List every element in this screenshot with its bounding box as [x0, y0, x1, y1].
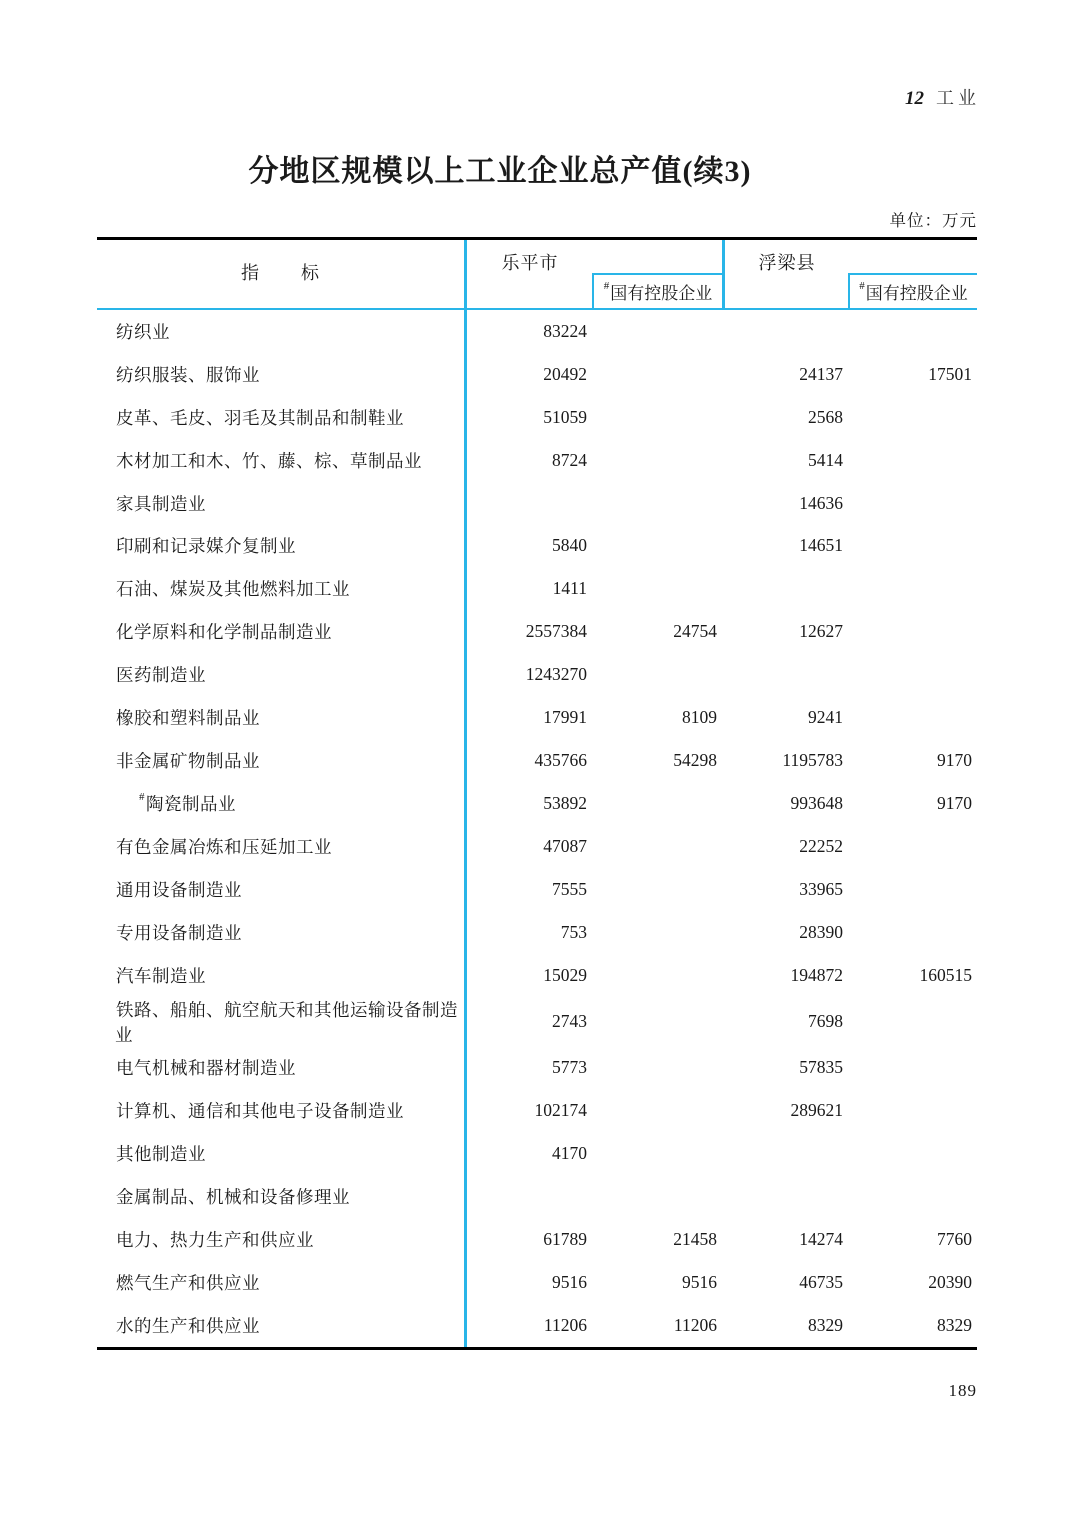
value-leping-state-owned — [592, 782, 722, 825]
value-fuliang-state-owned — [848, 396, 977, 439]
value-fuliang: 9241 — [808, 707, 843, 728]
table-row — [97, 1304, 977, 1347]
value-leping-state-owned: 11206 — [673, 1314, 717, 1335]
industry-name: 印刷和记录媒介复制业 — [116, 536, 296, 557]
value-leping-state-owned: 54298 — [673, 750, 717, 771]
value-fuliang: 33965 — [799, 878, 843, 899]
hash-mark: # — [603, 280, 610, 292]
table-row — [97, 1132, 977, 1175]
row-label — [97, 1089, 465, 1132]
row-label — [97, 525, 465, 568]
industry-name: 皮革、毛皮、羽毛及其制品和制鞋业 — [116, 407, 404, 428]
value-leping: 7555 — [552, 878, 587, 899]
chapter-number: 12 — [905, 88, 924, 109]
page-number: 189 — [948, 1381, 977, 1400]
table-row — [97, 954, 977, 997]
table-row — [97, 1089, 977, 1132]
value-leping: 1411 — [552, 578, 587, 599]
hash-mark: # — [139, 790, 145, 803]
value-leping: 17991 — [543, 707, 587, 728]
value-fuliang-state-owned: 8329 — [937, 1314, 972, 1335]
hash-mark: # — [859, 280, 865, 292]
value-leping: 2743 — [552, 1011, 587, 1031]
value-fuliang: 194872 — [790, 964, 843, 985]
industry-name: 纺织业 — [116, 321, 170, 342]
industry-name: 石油、煤炭及其他燃料加工业 — [116, 579, 350, 600]
column-divider-main — [464, 240, 467, 1347]
value-leping — [465, 482, 592, 525]
row-label — [97, 1132, 465, 1175]
unit-label: 单位：万元 — [889, 211, 977, 230]
row-label — [97, 1047, 465, 1090]
industry-name: 计算机、通信和其他电子设备制造业 — [116, 1101, 404, 1122]
table-row — [97, 439, 977, 482]
industry-name: 铁路、船舶、航空航天和其他运输设备制造业 — [115, 999, 458, 1045]
row-label — [97, 954, 465, 997]
value-leping-state-owned — [592, 911, 722, 954]
value-fuliang-state-owned — [848, 567, 977, 610]
table-body — [97, 310, 977, 1347]
value-fuliang: 993648 — [790, 792, 843, 813]
table-header — [97, 240, 977, 310]
value-fuliang-state-owned — [848, 1047, 977, 1090]
table-row — [97, 696, 977, 739]
header-fuliang-county: 浮梁县 — [758, 253, 816, 273]
value-leping-state-owned — [592, 1175, 722, 1218]
industry-name: 家具制造业 — [116, 493, 206, 514]
value-leping: 15029 — [543, 964, 587, 985]
header-leping-state-owned — [592, 273, 722, 308]
table-row — [97, 1175, 977, 1218]
value-fuliang-state-owned — [848, 696, 977, 739]
row-label — [97, 396, 465, 439]
value-fuliang — [722, 1175, 848, 1218]
row-label — [97, 868, 465, 911]
table-row — [97, 825, 977, 868]
industry-name: 金属制品、机械和设备修理业 — [116, 1187, 350, 1208]
value-leping: 5840 — [552, 535, 587, 556]
value-leping-state-owned: 21458 — [673, 1229, 717, 1250]
value-leping — [465, 1175, 592, 1218]
industry-name: 汽车制造业 — [116, 965, 206, 986]
industry-name: 有色金属冶炼和压延加工业 — [116, 836, 332, 857]
row-label — [97, 482, 465, 525]
value-leping: 9516 — [552, 1271, 587, 1292]
industry-name: 其他制造业 — [116, 1144, 206, 1165]
value-fuliang: 7698 — [808, 1011, 843, 1031]
row-label — [97, 1175, 465, 1218]
industry-name: 非金属矿物制品业 — [116, 751, 260, 772]
value-fuliang-state-owned: 17501 — [928, 363, 972, 384]
value-fuliang-state-owned — [848, 310, 977, 353]
value-fuliang-state-owned — [848, 911, 977, 954]
industry-name: 木材加工和木、竹、藤、棕、草制品业 — [116, 450, 422, 471]
table-row — [97, 525, 977, 568]
value-leping-state-owned: 9516 — [682, 1271, 717, 1292]
row-label — [97, 739, 465, 782]
row-label — [97, 1304, 465, 1347]
value-fuliang — [722, 310, 848, 353]
chapter-title: 工业 — [936, 88, 980, 108]
value-fuliang-state-owned — [848, 482, 977, 525]
value-fuliang: 5414 — [808, 449, 843, 470]
value-fuliang-state-owned: 20390 — [928, 1271, 972, 1292]
value-fuliang-state-owned — [848, 610, 977, 653]
value-leping-state-owned — [592, 439, 722, 482]
value-leping: 2557384 — [525, 621, 587, 642]
value-leping: 47087 — [543, 835, 587, 856]
value-fuliang-state-owned — [848, 439, 977, 482]
industry-name: 化学原料和化学制品制造业 — [116, 622, 332, 643]
value-leping-state-owned — [592, 1047, 722, 1090]
value-leping-state-owned — [592, 310, 722, 353]
row-label — [97, 439, 465, 482]
value-fuliang-state-owned: 7760 — [937, 1229, 972, 1250]
value-fuliang: 14274 — [799, 1229, 843, 1250]
value-fuliang-state-owned — [848, 997, 977, 1047]
row-label — [97, 310, 465, 353]
table-row — [97, 310, 977, 353]
industry-name: 专用设备制造业 — [116, 922, 242, 943]
row-label — [97, 997, 465, 1047]
data-table — [97, 237, 977, 1350]
value-leping: 61789 — [543, 1229, 587, 1250]
value-leping: 53892 — [543, 792, 587, 813]
header-indicator: 指 标 — [241, 263, 321, 283]
table-row — [97, 911, 977, 954]
industry-name: 橡胶和塑料制品业 — [116, 708, 260, 729]
value-leping: 435766 — [534, 750, 587, 771]
value-fuliang: 14651 — [799, 535, 843, 556]
header-fuliang-state-owned — [848, 273, 977, 308]
value-leping-state-owned — [592, 825, 722, 868]
value-leping-state-owned — [592, 1089, 722, 1132]
value-fuliang-state-owned — [848, 1132, 977, 1175]
industry-name: 陶瓷制品业 — [146, 793, 236, 814]
row-label — [97, 696, 465, 739]
table-row — [97, 482, 977, 525]
value-leping-state-owned: 24754 — [673, 621, 717, 642]
row-label — [97, 911, 465, 954]
value-leping-state-owned — [592, 1132, 722, 1175]
value-fuliang-state-owned — [848, 1089, 977, 1132]
value-fuliang: 28390 — [799, 921, 843, 942]
value-fuliang — [722, 567, 848, 610]
row-label — [97, 353, 465, 396]
value-leping-state-owned — [592, 997, 722, 1047]
table-row — [97, 353, 977, 396]
value-leping: 8724 — [552, 449, 587, 470]
table-row — [97, 396, 977, 439]
row-label — [97, 653, 465, 696]
table-row — [97, 1047, 977, 1090]
value-fuliang-state-owned — [848, 825, 977, 868]
industry-name: 燃气生产和供应业 — [116, 1272, 260, 1293]
industry-name: 水的生产和供应业 — [116, 1315, 260, 1336]
value-leping-state-owned — [592, 525, 722, 568]
table-row — [97, 739, 977, 782]
value-leping: 753 — [560, 921, 587, 942]
row-label — [97, 567, 465, 610]
value-fuliang-state-owned — [848, 868, 977, 911]
table-row — [97, 1218, 977, 1261]
value-leping-state-owned — [592, 396, 722, 439]
industry-name: 通用设备制造业 — [116, 879, 242, 900]
industry-name: 电气机械和器材制造业 — [116, 1058, 296, 1079]
row-label — [97, 782, 465, 825]
row-label — [97, 1218, 465, 1261]
value-leping-state-owned — [592, 868, 722, 911]
value-leping: 102174 — [534, 1100, 587, 1121]
table-row — [97, 997, 977, 1047]
table-row — [97, 868, 977, 911]
page-title: 分地区规模以上工业企业总产值(续3) — [248, 155, 752, 188]
value-leping: 4170 — [552, 1143, 587, 1164]
value-fuliang: 46735 — [799, 1271, 843, 1292]
value-leping: 83224 — [543, 320, 587, 341]
table-row — [97, 653, 977, 696]
row-label — [97, 825, 465, 868]
industry-name: 纺织服装、服饰业 — [116, 364, 260, 385]
table-row — [97, 567, 977, 610]
value-leping-state-owned — [592, 353, 722, 396]
value-leping-state-owned — [592, 567, 722, 610]
value-leping-state-owned — [592, 653, 722, 696]
value-fuliang: 22252 — [799, 835, 843, 856]
table-row — [97, 610, 977, 653]
value-fuliang-state-owned — [848, 1175, 977, 1218]
value-fuliang-state-owned: 9170 — [937, 750, 972, 771]
value-leping-state-owned: 8109 — [682, 707, 717, 728]
state-owned-label: 国有控股企业 — [865, 284, 968, 303]
value-leping: 11206 — [543, 1314, 587, 1335]
value-fuliang — [722, 1132, 848, 1175]
value-fuliang-state-owned: 9170 — [937, 792, 972, 813]
state-owned-label: 国有控股企业 — [610, 284, 713, 303]
value-fuliang: 2568 — [808, 406, 843, 427]
value-fuliang: 57835 — [799, 1057, 843, 1078]
industry-name: 医药制造业 — [116, 665, 206, 686]
table-row — [97, 782, 977, 825]
value-leping: 20492 — [543, 363, 587, 384]
table-row — [97, 1261, 977, 1304]
value-leping-state-owned — [592, 482, 722, 525]
industry-name: 电力、热力生产和供应业 — [116, 1230, 314, 1251]
value-fuliang: 1195783 — [782, 750, 843, 771]
value-fuliang-state-owned: 160515 — [919, 964, 972, 985]
row-label — [97, 610, 465, 653]
value-leping: 5773 — [552, 1057, 587, 1078]
value-fuliang: 24137 — [799, 363, 843, 384]
chapter-label — [905, 84, 980, 110]
value-leping: 1243270 — [525, 664, 587, 685]
value-fuliang-state-owned — [848, 525, 977, 568]
value-fuliang: 289621 — [790, 1100, 843, 1121]
value-fuliang — [722, 653, 848, 696]
value-leping-state-owned — [592, 954, 722, 997]
value-fuliang: 8329 — [808, 1314, 843, 1335]
value-fuliang: 14636 — [799, 492, 843, 513]
header-leping-city: 乐平市 — [501, 253, 559, 273]
value-leping: 51059 — [543, 406, 587, 427]
row-label — [97, 1261, 465, 1304]
value-fuliang: 12627 — [799, 621, 843, 642]
value-fuliang-state-owned — [848, 653, 977, 696]
